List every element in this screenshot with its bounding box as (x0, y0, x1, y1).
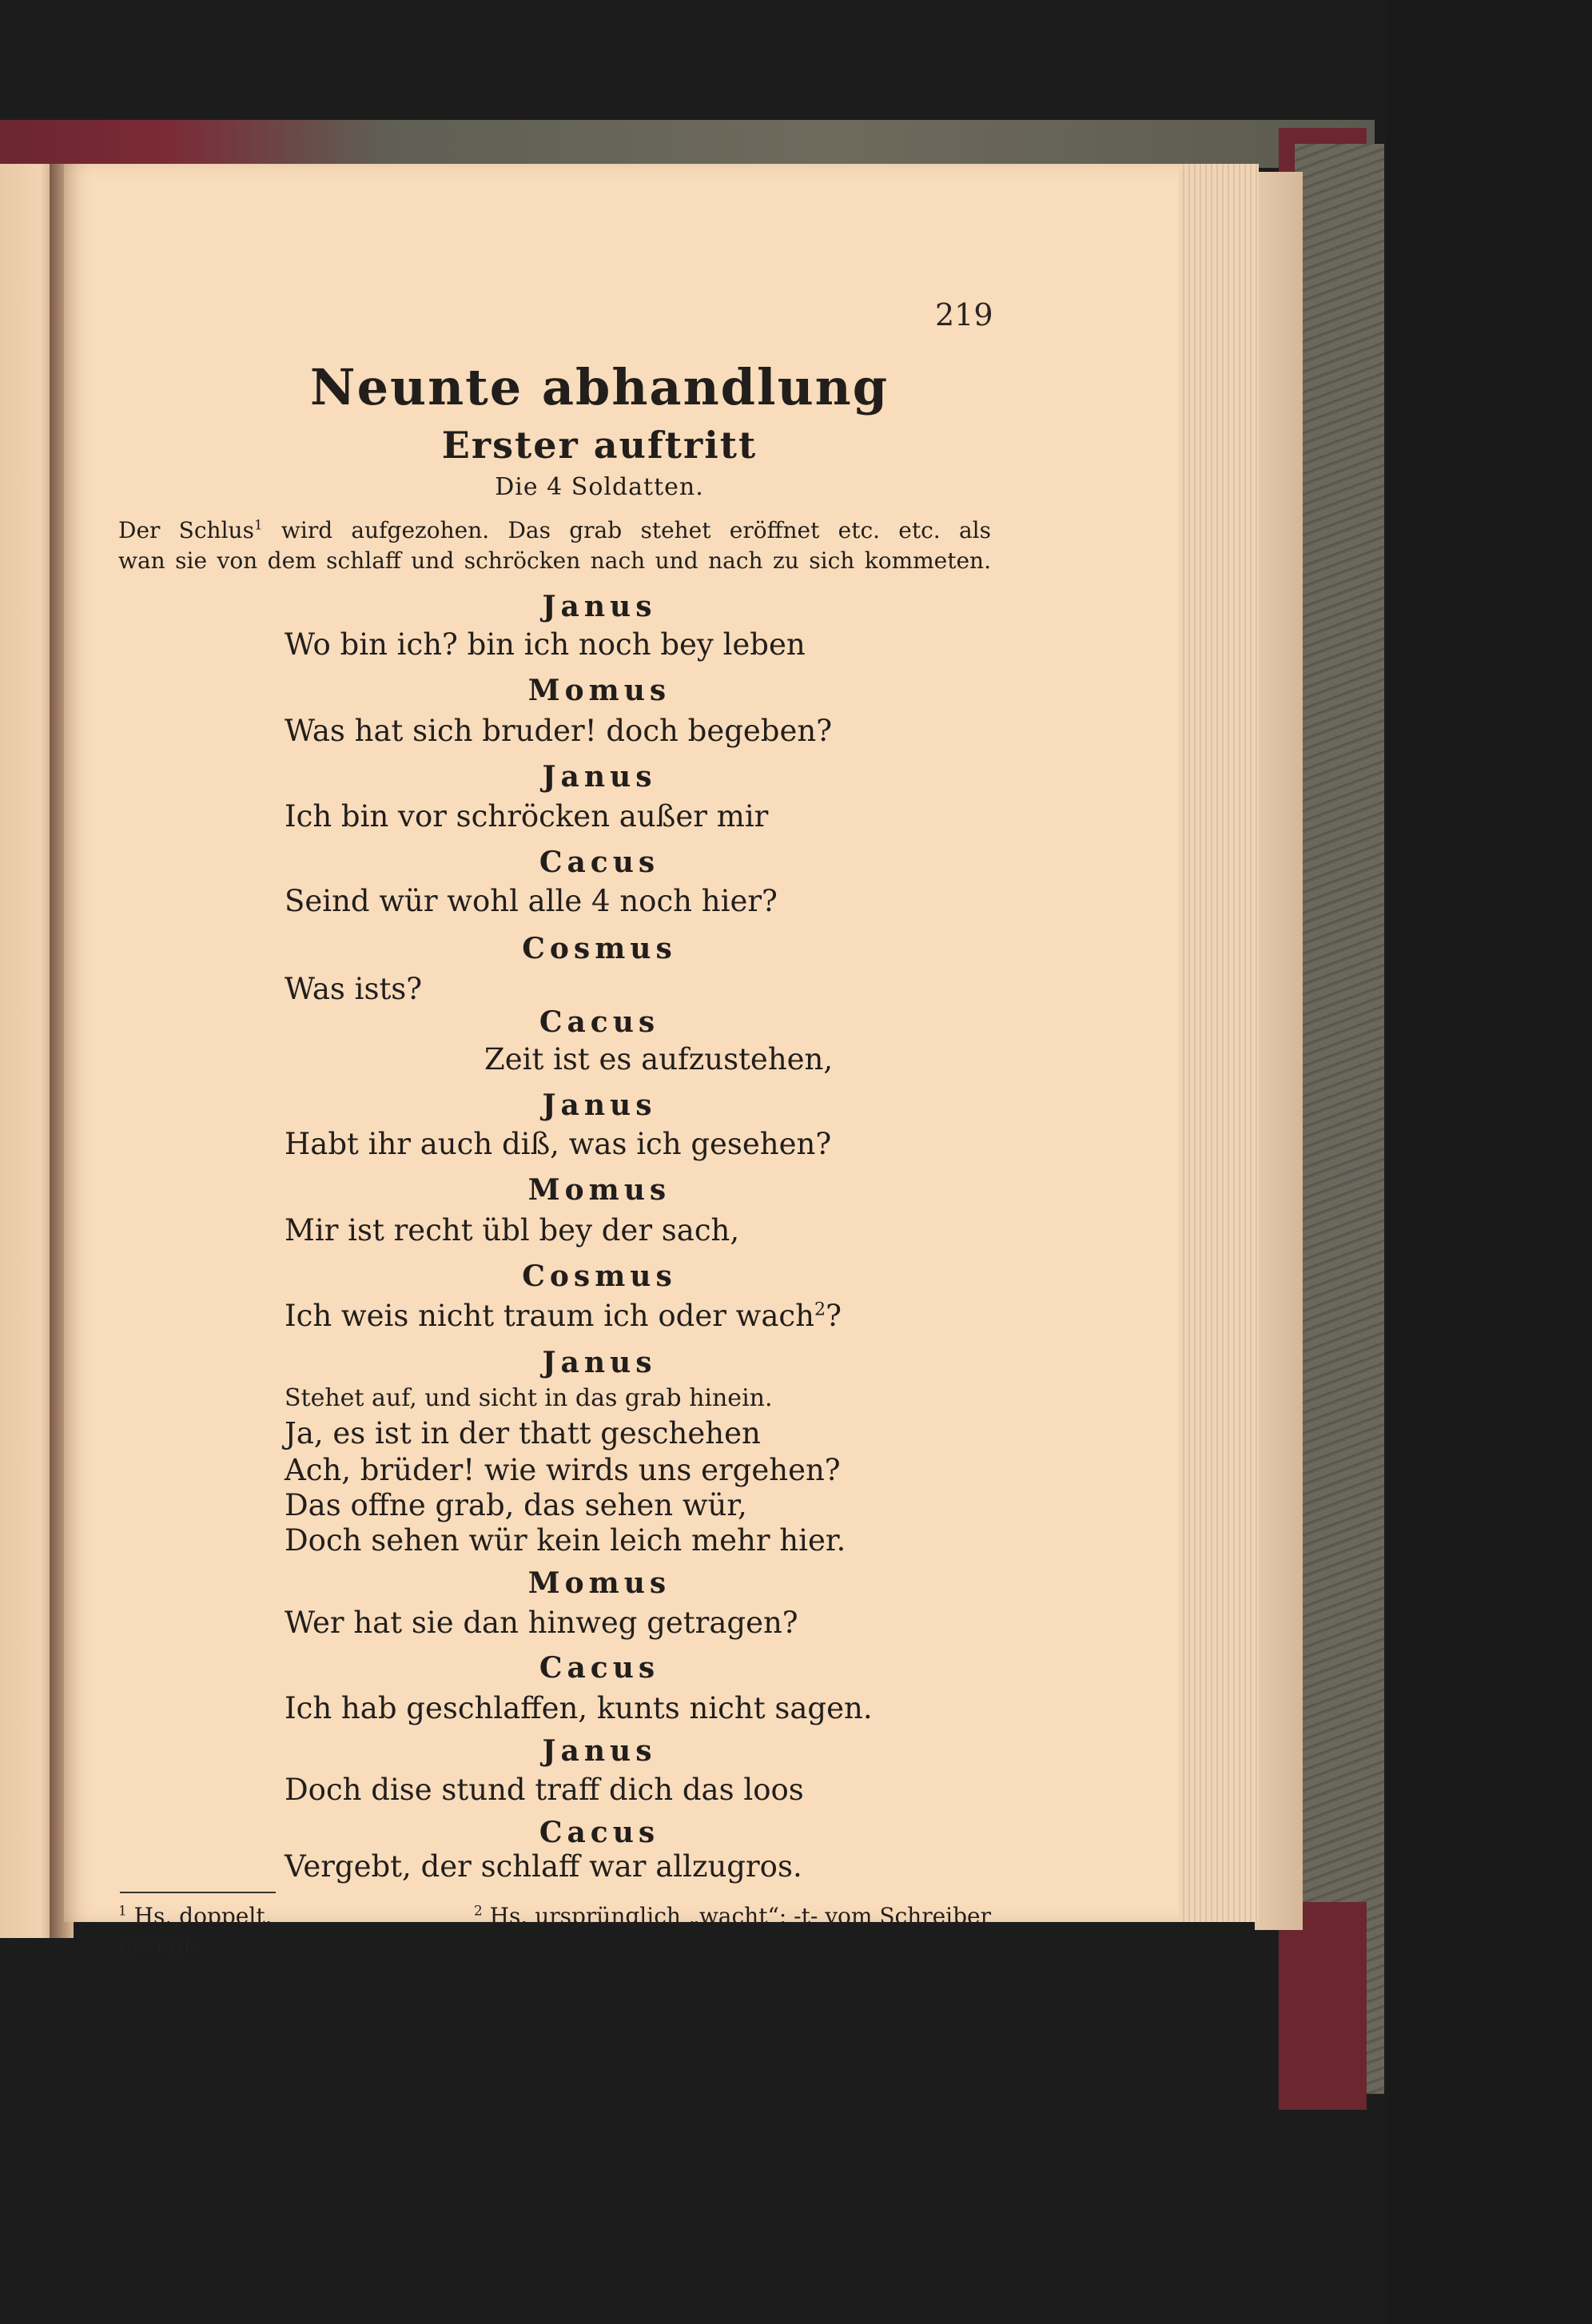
stage-direction-line-2: wan sie von dem schlaff und schröcken nach und nach zu sich kommeten. (118, 547, 991, 574)
footnote-2-continuation: getilgt. (118, 1932, 200, 1958)
verse-line: Ich hab geschlaffen, kunts nicht sagen. (285, 1691, 873, 1725)
speaker-name: Janus (542, 1088, 657, 1122)
cast-line: Die 4 Soldatten. (495, 473, 704, 501)
verse-line: Doch dise stund traff dich das loos (285, 1773, 804, 1807)
act-title: Neunte abhandlung (309, 358, 890, 416)
footnote-1-number: 1 (118, 1902, 127, 1919)
speaker-name: Momus (527, 1173, 671, 1207)
speaker-name: Janus (542, 590, 657, 623)
verse-line: Was hat sich bruder! doch begeben? (285, 714, 833, 748)
verse-line (285, 1299, 842, 1333)
verse-line-text: Ich weis nicht traum ich oder wach (285, 1299, 814, 1333)
speaker-name: Cacus (539, 1005, 660, 1039)
page-number: 219 (935, 297, 993, 332)
stage-direction-text: Der Schlus (118, 517, 254, 543)
footnote-ref-1: 1 (253, 516, 263, 533)
speaker-name: Cacus (539, 846, 660, 879)
verse-line: Vergebt, der schlaff war allzugros. (285, 1849, 802, 1884)
verse-line: Seind wür wohl alle 4 noch hier? (285, 884, 778, 918)
verse-line: Doch sehen wür kein leich mehr hier. (285, 1523, 846, 1558)
speaker-name: Cosmus (522, 932, 677, 965)
verse-line: Was ists? (285, 972, 423, 1006)
speaker-name: Janus (542, 1346, 657, 1379)
stage-direction-inline: Stehet auf, und sicht in das grab hinein. (285, 1384, 773, 1412)
footnote-2-text: Hs. ursprünglich „wacht“; -t- vom Schreiber (489, 1903, 991, 1929)
verse-line: Wo bin ich? bin ich noch bey leben (285, 627, 806, 662)
speaker-name: Janus (542, 1734, 657, 1768)
footnote-ref-2: 2 (814, 1299, 826, 1320)
verse-line: Ich bin vor schröcken außer mir (285, 799, 769, 834)
verse-line-end: ? (826, 1299, 842, 1333)
footnote-2-number: 2 (474, 1902, 483, 1919)
verse-line: Ja, es ist in der thatt geschehen (285, 1416, 761, 1451)
scene-title: Erster auftritt (441, 424, 758, 467)
footnote-2 (474, 1902, 991, 1931)
verse-line: Zeit ist es aufzustehen, (484, 1042, 834, 1076)
verse-line: Habt ihr auch diß, was ich gesehen? (285, 1127, 832, 1161)
speaker-name: Cosmus (522, 1259, 677, 1293)
footnotes (118, 1902, 991, 1960)
verse-line: Mir ist recht übl bey der sach, (285, 1213, 740, 1248)
speaker-name: Janus (542, 760, 657, 794)
footnote-1 (118, 1902, 273, 1931)
stage-direction (118, 515, 991, 576)
verse-line: Das offne grab, das sehen wür, (285, 1488, 747, 1522)
verse-line: Wer hat sie dan hinweg getragen? (285, 1606, 798, 1640)
speaker-name: Cacus (539, 1816, 660, 1849)
speaker-name: Momus (527, 674, 671, 707)
speaker-name: Momus (527, 1566, 671, 1600)
speaker-name: Cacus (539, 1651, 660, 1685)
stage-direction-text-cont: wird aufgezohen. Das grab stehet eröffnet etc. etc. als (262, 517, 992, 543)
footnote-1-text: Hs. doppelt. (133, 1903, 273, 1929)
footnote-separator (120, 1892, 276, 1893)
verse-line: Ach, brüder! wie wirds uns ergehen? (285, 1453, 841, 1487)
